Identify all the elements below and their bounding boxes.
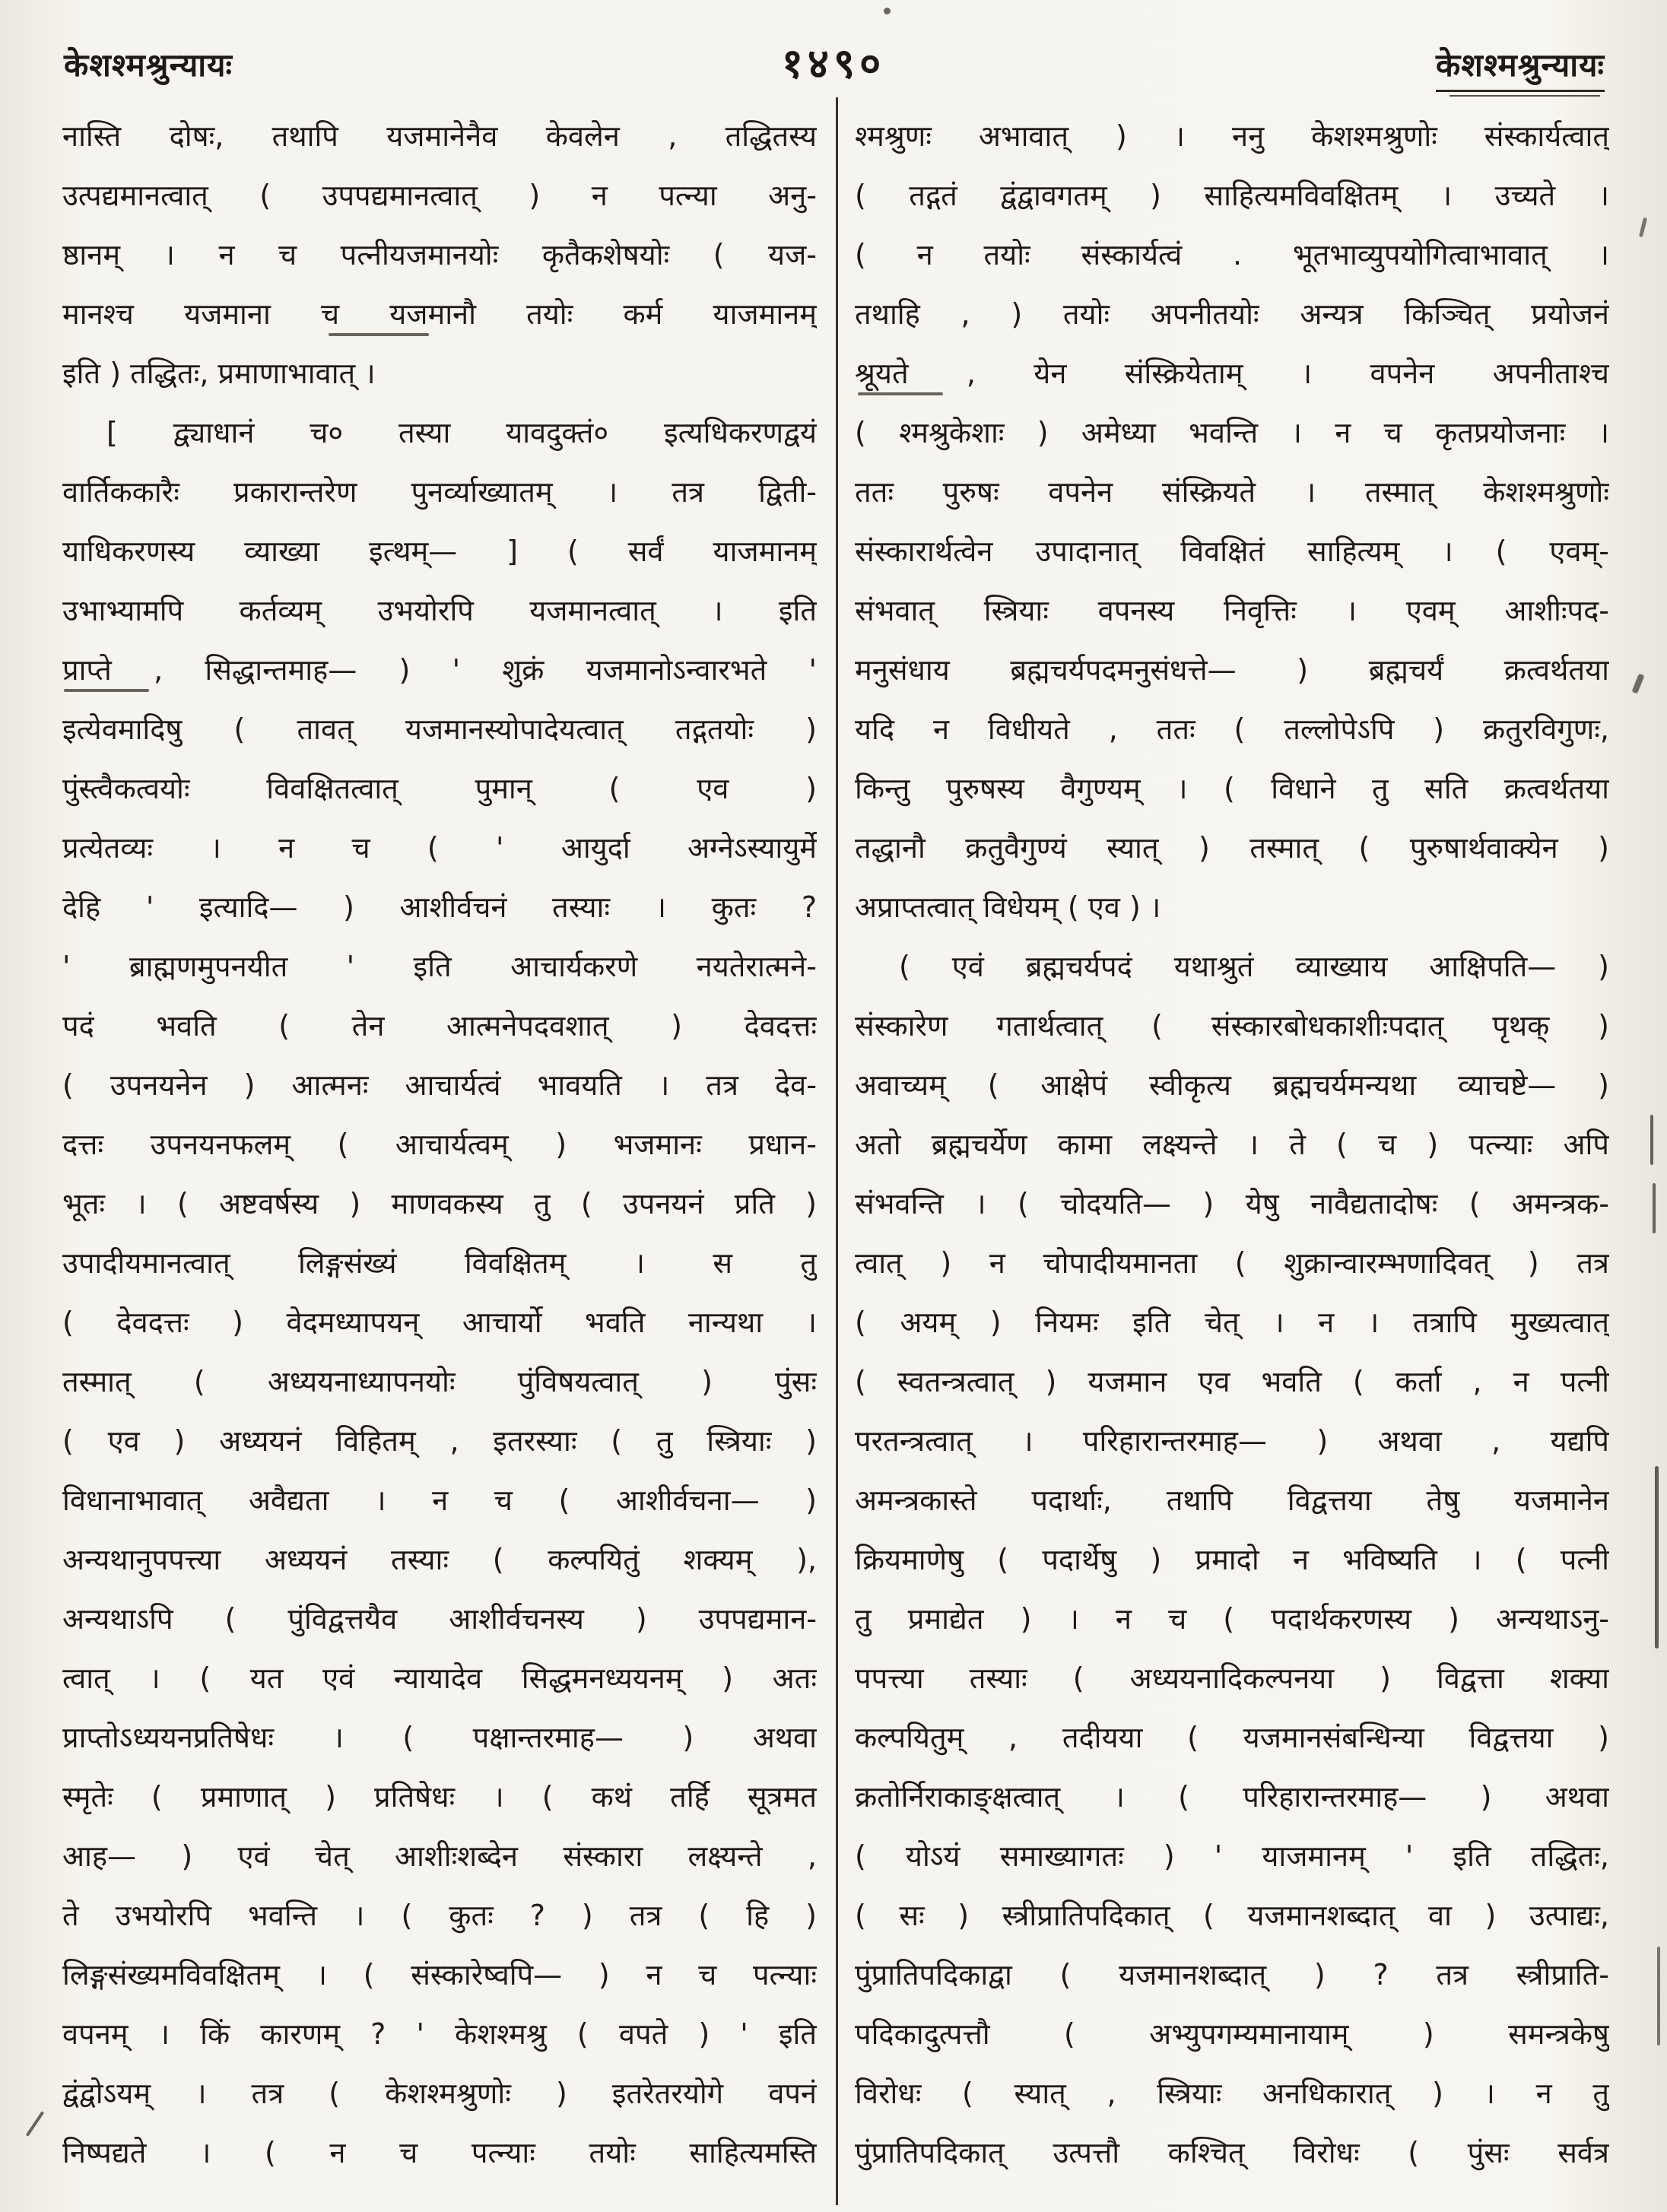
text-line: विधानाभावात् अवैद्यता । न च ( आशीर्वचना— ) xyxy=(62,1484,817,1517)
text-line: पुंस्त्वैकत्वयोः विवक्षितत्वात् पुमान् ( एव ) xyxy=(62,772,817,805)
scan-artifact xyxy=(1639,217,1647,237)
text-line: पदं भवति ( तेन आत्मनेपदवशात् ) देवदत्तः xyxy=(62,1009,817,1043)
column-divider-rule xyxy=(836,97,838,2205)
text-line: यदि न विधीयते , ततः ( तल्लोपेऽपि ) क्रतुरविगुणः, xyxy=(855,712,1609,746)
scan-artifact xyxy=(1657,1947,1660,2045)
text-line: संभवन्ति । ( चोदयति— ) येषु नावैद्यतादोषः ( अमन्त्रक- xyxy=(855,1187,1609,1220)
text-line: प्राप्तोऽध्ययनप्रतिषेधः । ( पक्षान्तरमाह— ) अथवा xyxy=(62,1721,817,1754)
text-line: ( तद्गतं द्वंद्वावगतम् ) साहित्यमविवक्षितम् । उच्यते । xyxy=(855,179,1609,212)
text-line: उपादीयमानत्वात् लिङ्गसंख्यं विवक्षितम् । स तु xyxy=(62,1246,817,1280)
text-line: अप्राप्तत्वात् विधेयम् ( एव ) । xyxy=(855,890,1161,924)
text-line: परतन्त्रत्वात् । परिहारान्तरमाह— ) अथवा , यद्यपि xyxy=(855,1424,1609,1458)
text-line: लिङ्गसंख्यमविवक्षितम् । ( संस्कारेष्वपि— ) न च पत्न्याः xyxy=(62,1958,817,1991)
header-title-right: केशश्मश्रुन्यायः xyxy=(1436,43,1605,92)
text-line: तस्मात् ( अध्ययनाध्यापनयोः पुंविषयत्वात् ) पुंसः xyxy=(62,1365,817,1398)
text-line: ( स्वतन्त्रत्वात् ) यजमान एव भवति ( कर्ता , न पत्नी xyxy=(855,1365,1609,1398)
text-line: संस्कारेण गतार्थत्वात् ( संस्कारबोधकाशीःपदात् पृथक् ) xyxy=(855,1009,1609,1043)
text-line: संस्कारार्थत्वेन उपादानात् विवक्षितं साहित्यम् । ( एवम्- xyxy=(855,535,1609,568)
text-line: निष्पद्यते । ( न च पत्न्याः तयोः साहित्यमस्ति xyxy=(62,2136,817,2169)
text-line: इत्येवमादिषु ( तावत् यजमानस्योपादेयत्वात् तद्गतयोः ) xyxy=(62,712,817,746)
text-line: उत्पद्यमानत्वात् ( उपपद्यमानत्वात् ) न पत्न्या अनु- xyxy=(62,179,817,212)
text-line: दत्तः उपनयनफलम् ( आचार्यत्वम् ) भजमानः प्रधान- xyxy=(62,1128,817,1161)
text-line: वपनम् । किं कारणम् ? ' केशश्मश्रु ( वपते ) ' इति xyxy=(62,2017,817,2051)
text-line: उभाभ्यामपि कर्तव्यम् उभयोरपि यजमानत्वात् । इति xyxy=(62,594,817,627)
text-line: मनुसंधाय ब्रह्मचर्यपदमनुसंधत्ते— ) ब्रह्मचर्यं क्रत्वर्थतया xyxy=(855,653,1609,687)
text-column-left xyxy=(62,106,817,2182)
text-line: इति ) तद्धितः, प्रमाणाभावात् । xyxy=(62,357,376,390)
text-line: अवाच्यम् ( आक्षेपं स्वीकृत्य ब्रह्मचर्यमन्यथा व्याचष्टे— ) xyxy=(855,1068,1609,1102)
text-line: देहि ' इत्यादि— ) आशीर्वचनं तस्याः । कुतः ? xyxy=(62,890,817,924)
text-line: अमन्त्रकास्ते पदार्थाः, तथापि विद्वत्तया तेषु यजमानेन xyxy=(855,1484,1609,1517)
text-line: ( एव ) अध्ययनं विहितम् , इतरस्याः ( तु स्त्रियाः ) xyxy=(62,1424,817,1458)
text-line: ' ब्राह्मणमुपनयीत ' इति आचार्यकरणे नयतेरात्मने- xyxy=(62,950,817,983)
text-line: ( एवं ब्रह्मचर्यपदं यथाश्रुतं व्याख्याय आक्षिपति— ) xyxy=(899,950,1609,983)
text-line: पपत्त्या तस्याः ( अध्ययनादिकल्पनया ) विद्वत्ता शक्या xyxy=(855,1661,1609,1695)
text-line: मानश्च यजमाना च यजमानौ तयोः कर्म याजमानम् xyxy=(62,297,817,331)
header-title-left: केशश्मश्रुन्यायः xyxy=(64,46,233,84)
text-line: अन्यथानुपपत्त्या अध्ययनं तस्याः ( कल्पयितुं शक्यम् ), xyxy=(62,1543,817,1576)
text-line: किन्तु पुरुषस्य वैगुण्यम् । ( विधाने तु सति क्रत्वर्थतया xyxy=(855,772,1609,805)
text-line: ( अयम् ) नियमः इति चेत् । न । तत्रापि मुख्यत्वात् xyxy=(855,1306,1609,1339)
text-line: ते उभयोरपि भवन्ति । ( कुतः ? ) तत्र ( हि ) xyxy=(62,1899,817,1932)
text-line: द्वंद्वोऽयम् । तत्र ( केशश्मश्रुणोः ) इतरेतरयोगे वपनं xyxy=(62,2077,817,2110)
text-line: तथाहि , ) तयोः अपनीतयोः अन्यत्र किञ्चित् प्रयोजनं xyxy=(855,297,1609,331)
text-line: ( देवदत्तः ) वेदमध्यापयन् आचार्यो भवति नान्यथा । xyxy=(62,1306,817,1339)
text-line: अतो ब्रह्मचर्येण कामा लक्ष्यन्ते । ते ( च ) पत्न्याः अपि xyxy=(855,1128,1609,1161)
scan-artifact xyxy=(1650,1115,1653,1165)
text-line: श्मश्रुणः अभावात् ) । ननु केशश्मश्रुणोः संस्कार्यत्वात् xyxy=(855,119,1609,153)
scan-artifact xyxy=(1631,673,1644,693)
text-line: ( न तयोः संस्कार्यत्वं . भूतभाव्युपयोगित्वाभावात् । xyxy=(855,238,1609,271)
pen-underline-mark xyxy=(858,392,943,395)
text-line: संभवात् स्त्रियाः वपनस्य निवृत्तिः । एवम् आशीःपद- xyxy=(855,594,1609,627)
text-line: ष्ठानम् । न च पत्नीयजमानयोः कृतैकशेषयोः ( यज- xyxy=(62,238,817,271)
text-line: ( उपनयनेन ) आत्मनः आचार्यत्वं भावयति । तत्र देव- xyxy=(62,1068,817,1102)
scan-artifact xyxy=(26,2111,45,2137)
text-line: क्रियमाणेषु ( पदार्थेषु ) प्रमादो न भविष्यति । ( पत्नी xyxy=(855,1543,1609,1576)
text-line: ( श्मश्रुकेशाः ) अमेध्या भवन्ति । न च कृतप्रयोजनाः । xyxy=(855,416,1609,449)
text-line: पुंप्रातिपदिकात् उत्पत्तौ कश्चित् विरोधः ( पुंसः सर्वत्र xyxy=(855,2136,1609,2169)
text-line: पदिकादुत्पत्तौ ( अभ्युपगम्यमानायाम् ) समन्त्रकेषु xyxy=(855,2017,1609,2051)
text-line: तद्धानौ क्रतुवैगुण्यं स्यात् ) तस्मात् ( पुरुषार्थवाक्येन ) xyxy=(855,831,1609,865)
text-line: नास्ति दोषः, तथापि यजमानेनैव केवलेन , तद्धितस्य xyxy=(62,119,817,153)
text-line: स्मृतेः ( प्रमाणात् ) प्रतिषेधः । ( कथं तर्हि सूत्रमत xyxy=(62,1780,817,1814)
text-line: कल्पयितुम् , तदीयया ( यजमानसंबन्धिन्या विद्वत्तया ) xyxy=(855,1721,1609,1754)
text-line: [ द्व्याधानं च० तस्या यावदुक्तं० इत्यधिकरणद्वयं xyxy=(106,416,817,449)
page-number: १४९० xyxy=(781,40,886,87)
text-line: ततः पुरुषः वपनेन संस्क्रियते । तस्मात् केशश्मश्रुणोः xyxy=(855,475,1609,509)
text-line: वार्तिककारैः प्रकारान्तरेण पुनर्व्याख्यातम् । तत्र द्विती- xyxy=(62,475,817,509)
text-line: ( योऽयं समाख्यागतः ) ' याजमानम् ' इति तद्धितः, xyxy=(855,1839,1609,1873)
text-line: श्रूयते , येन संस्क्रियेताम् । वपनेन अपनीताश्च xyxy=(855,357,1609,390)
scan-artifact xyxy=(1655,1466,1659,1649)
scan-artifact xyxy=(1653,1183,1656,1233)
text-line: तु प्रमाद्येत ) । न च ( पदार्थकरणस्य ) अन्यथाऽनु- xyxy=(855,1602,1609,1636)
text-line: पुंप्रातिपदिकाद्वा ( यजमानशब्दात् ) ? तत्र स्त्रीप्राति- xyxy=(855,1958,1609,1991)
text-line: प्राप्ते , सिद्धान्तमाह— ) ' शुक्रं यजमानोऽन्वारभते ' xyxy=(62,653,817,687)
text-line: प्रत्येतव्यः । न च ( ' आयुर्दा अग्नेऽस्यायुर्मे xyxy=(62,831,817,865)
text-line: याधिकरणस्य व्याख्या इत्थम्— ] ( सर्वं याजमानम् xyxy=(62,535,817,568)
text-line: भूतः । ( अष्टवर्षस्य ) माणवकस्य तु ( उपनयनं प्रति ) xyxy=(62,1187,817,1220)
text-line: क्रतोर्निराकाङ्क्षत्वात् । ( परिहारान्तरमाह— ) अथवा xyxy=(855,1780,1609,1814)
text-column-right xyxy=(855,106,1609,2182)
text-line: ( सः ) स्त्रीप्रातिपदिकात् ( यजमानशब्दात् वा ) उत्पाद्यः, xyxy=(855,1899,1609,1932)
scan-artifact xyxy=(884,8,891,14)
pen-underline-mark xyxy=(329,333,429,336)
text-line: आह— ) एवं चेत् आशीःशब्देन संस्कारा लक्ष्यन्ते , xyxy=(62,1839,817,1873)
text-line: अन्यथाऽपि ( पुंविद्वत्तयैव आशीर्वचनस्य ) उपपद्यमान- xyxy=(62,1602,817,1636)
text-line: त्वात् ) न चोपादीयमानता ( शुक्रान्वारम्भणादिवत् ) तत्र xyxy=(855,1246,1609,1280)
text-line: त्वात् । ( यत एवं न्यायादेव सिद्धमनध्ययनम् ) अतः xyxy=(62,1661,817,1695)
pen-underline-mark xyxy=(64,689,149,692)
running-header xyxy=(0,0,1667,99)
text-line: विरोधः ( स्यात् , स्त्रियाः अनधिकारात् ) । न तु xyxy=(855,2077,1609,2110)
